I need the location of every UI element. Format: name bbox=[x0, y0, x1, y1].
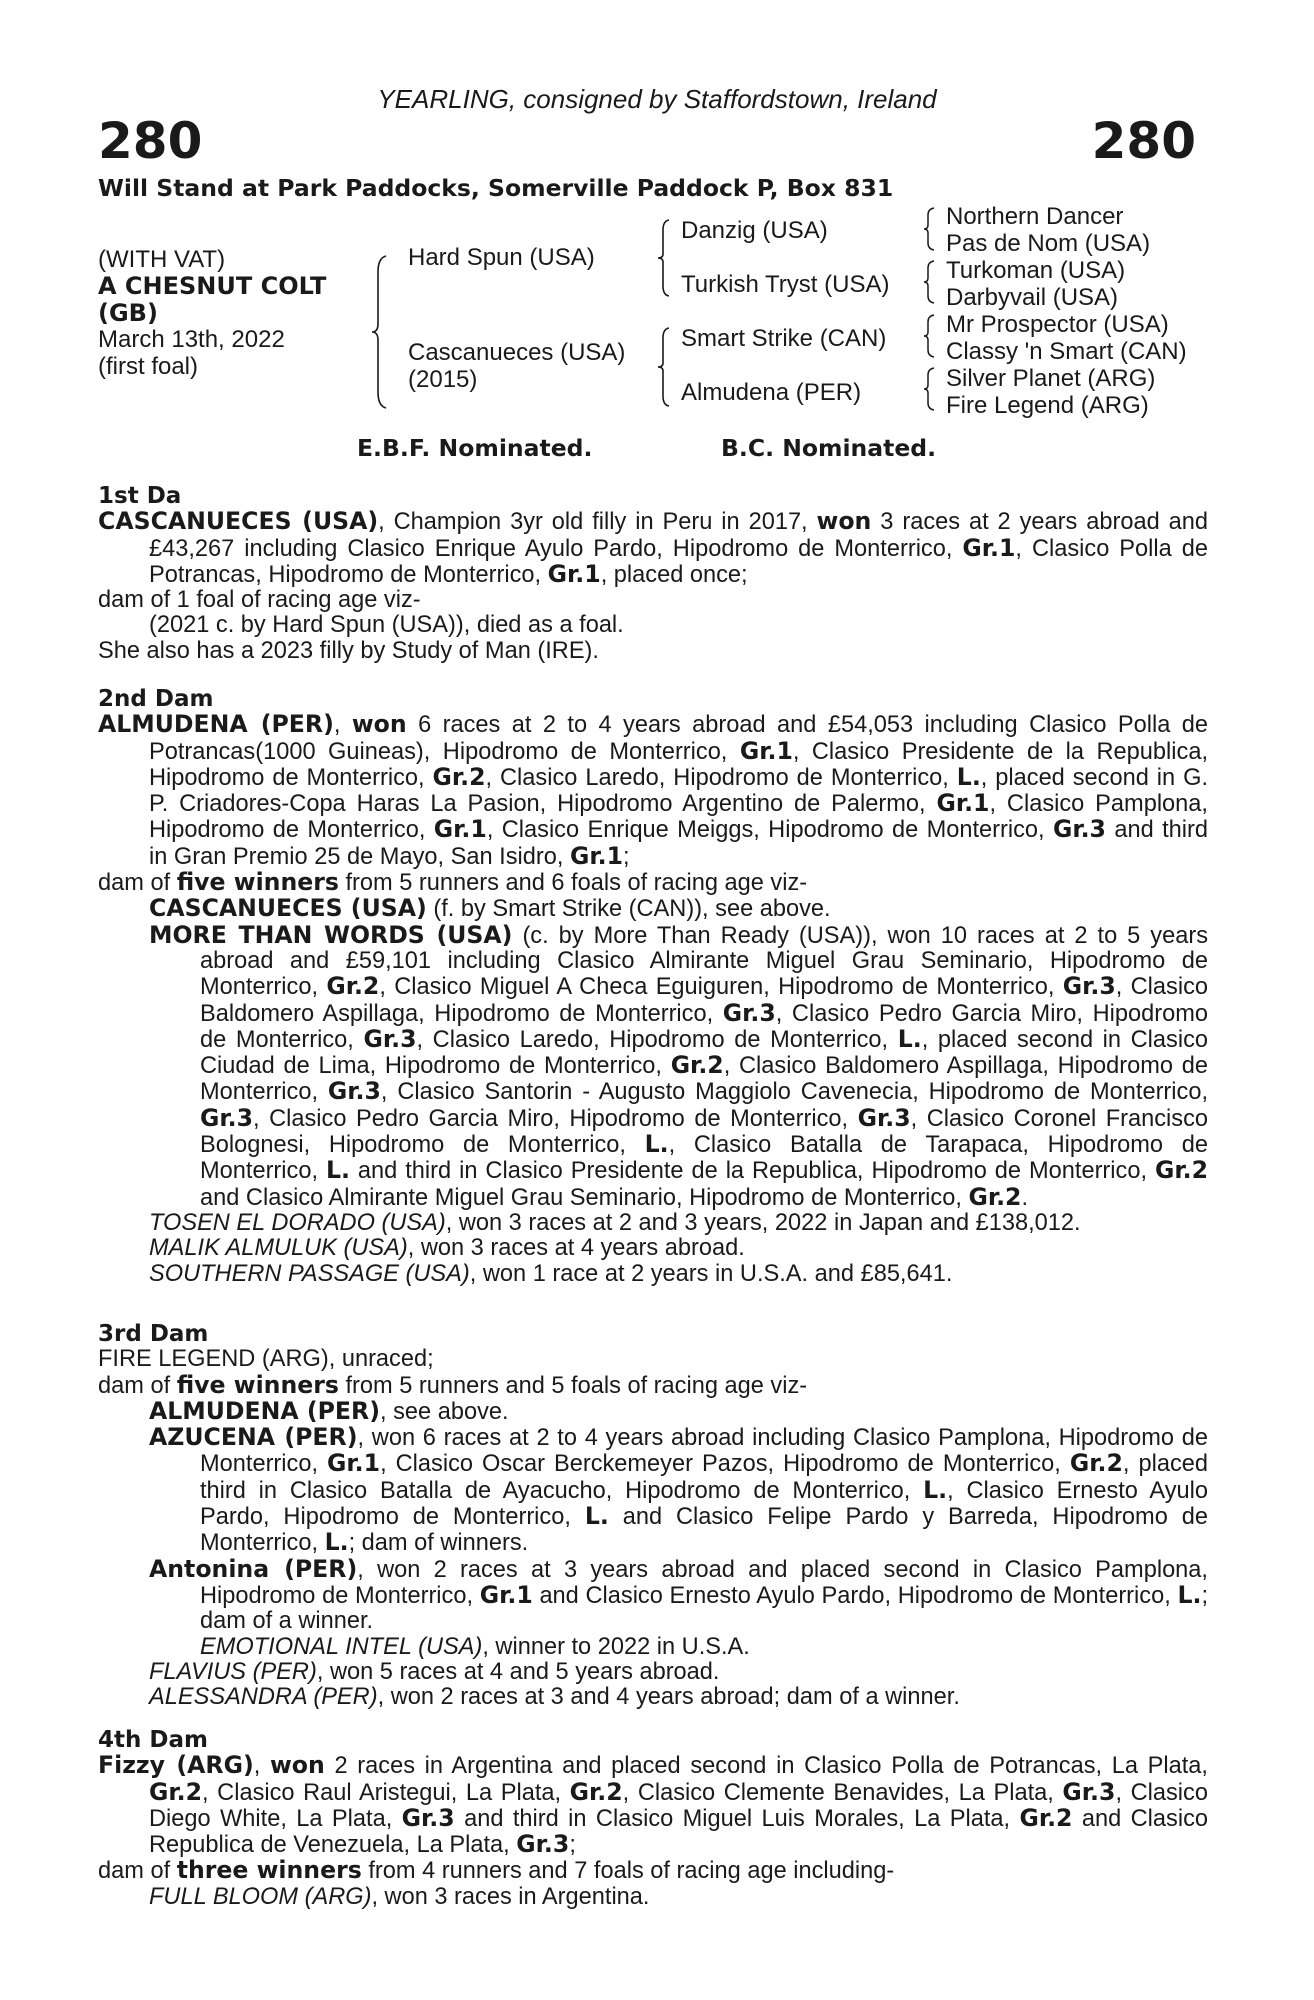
pedigree-dam-year: (2015) bbox=[408, 366, 478, 393]
fourth-dam-produce-summary: dam of three winners from 4 runners and 7 foals of racing age including- bbox=[98, 1856, 895, 1885]
pedigree-dam-sire: Smart Strike (CAN) bbox=[681, 325, 887, 352]
fourth-dam-heading: 4th Dam bbox=[98, 1727, 208, 1753]
second-dam-section bbox=[98, 687, 1208, 1287]
first-dam-heading: 1st Da bbox=[98, 483, 182, 509]
pedigree-sire-dam: Turkish Tryst (USA) bbox=[681, 271, 890, 298]
second-dam-heading: 2nd Dam bbox=[98, 686, 214, 712]
first-dam-section bbox=[98, 484, 1208, 664]
fourth-dam-section bbox=[98, 1728, 1208, 1910]
pedigree-brace-g1 bbox=[922, 206, 936, 252]
fourth-dam-produce-1: FULL BLOOM (ARG), won 3 races in Argentina. bbox=[149, 1883, 650, 1910]
second-dam-produce-5: SOUTHERN PASSAGE (USA), won 1 race at 2 years in U.S.A. and £85,641. bbox=[149, 1260, 953, 1287]
third-dam-produce-1: ALMUDENA (PER), see above. bbox=[149, 1396, 509, 1425]
pedigree-gen3-2: Pas de Nom (USA) bbox=[946, 230, 1151, 257]
pedigree-gen3-5: Mr Prospector (USA) bbox=[946, 311, 1169, 338]
pedigree-gen3-3: Turkoman (USA) bbox=[946, 257, 1126, 284]
fourth-dam-record: Fizzy (ARG), won 2 races in Argentina and placed second in Clasico Polla de Potrancas, La Plata, Gr.2, Clasico Raul Aristegui, La Plata, Gr.2, Clasico Clemente Benavides, La Plata, Gr.3, Clasico Diego White, La Plata, Gr.3 and third in Clasico Miguel Luis Morales, La Plata, Gr.2 and Clasico Republica de Venezuela, La Plata, Gr.3; bbox=[98, 1751, 1208, 1859]
second-dam-record: ALMUDENA (PER), won 6 races at 2 to 4 years abroad and £54,053 including Clasico Polla de Potrancas(1000 Guineas), Hipodromo de Monterrico, Gr.1, Clasico Presidente de la Republica, Hipodromo de Monterrico, Gr.2, Clasico Laredo, Hipodromo de Monterrico, L., placed second in G. P. Criadores-Copa Haras La Pasion, Hipodromo Argentino de Palermo, Gr.1, Clasico Pamplona, Hipodromo de Monterrico, Gr.1, Clasico Enrique Meiggs, Hipodromo de Monterrico, Gr.3 and third in Gran Premio 25 de Mayo, San Isidro, Gr.1; bbox=[98, 710, 1209, 870]
first-dam-name: CASCANUECES (USA) bbox=[98, 507, 379, 536]
pedigree-brace-main bbox=[370, 254, 390, 410]
pedigree-gen3-1: Northern Dancer bbox=[946, 203, 1124, 230]
foaling-date: March 13th, 2022 bbox=[98, 326, 285, 353]
vat-note: (WITH VAT) bbox=[98, 246, 226, 273]
first-foal-note: (first foal) bbox=[98, 353, 199, 380]
pedigree-brace-sire bbox=[656, 218, 672, 298]
third-dam-record: FIRE LEGEND (ARG), unraced; bbox=[98, 1346, 434, 1373]
pedigree-brace-dam bbox=[656, 326, 672, 408]
pedigree-brace-g4 bbox=[922, 366, 936, 412]
second-dam-name: ALMUDENA (PER) bbox=[98, 710, 334, 739]
first-dam-record: CASCANUECES (USA), Champion 3yr old filly in Peru in 2017, won 3 races at 2 years abroad and £43,267 including Clasico Enrique Ayulo Pardo, Hipodromo de Monterrico, Gr.1, Clasico Polla de Potrancas, Hipodromo de Monterrico, Gr.1, placed once; bbox=[98, 507, 1208, 588]
horse-description: A CHESNUT COLT bbox=[98, 272, 327, 300]
third-dam-produce-4: FLAVIUS (PER), won 5 races at 4 and 5 years abroad. bbox=[149, 1658, 720, 1685]
third-dam-produce-3: Antonina (PER), won 2 races at 3 years abroad and placed second in Clasico Pamplona, Hipodromo de Monterrico, Gr.1 and Clasico Ernesto Ayulo Pardo, Hipodromo de Monterrico, L.; dam of a winner. bbox=[149, 1554, 1209, 1635]
consignment-title: YEARLING, consigned by Staffordstown, Ireland bbox=[377, 84, 937, 114]
second-dam-produce-4: MALIK ALMULUK (USA), won 3 races at 4 years abroad. bbox=[149, 1235, 745, 1262]
pedigree-sire: Hard Spun (USA) bbox=[408, 244, 595, 271]
lot-number-left: 280 bbox=[98, 112, 203, 170]
second-dam-produce-summary: dam of five winners from 5 runners and 6 foals of racing age viz- bbox=[98, 868, 808, 897]
first-dam-yearling-note: She also has a 2023 filly by Study of Man (IRE). bbox=[98, 637, 599, 664]
third-dam-section bbox=[98, 1322, 1208, 1710]
pedigree-brace-g2 bbox=[922, 259, 936, 305]
horse-origin: (GB) bbox=[98, 299, 158, 327]
ebf-nomination: E.B.F. Nominated. bbox=[357, 434, 593, 462]
stand-location: Will Stand at Park Paddocks, Somerville Paddock P, Box 831 bbox=[98, 174, 894, 202]
pedigree-dam: Cascanueces (USA) bbox=[408, 339, 626, 366]
second-dam-produce-2: MORE THAN WORDS (USA) (c. by More Than Ready (USA)), won 10 races at 2 to 5 years abroad and £59,101 including Clasico Almirante Miguel Grau Seminario, Hipodromo de Monterrico, Gr.2, Clasico Miguel A Checa Eguiguren, Hipodromo de Monterrico, Gr.3, Clasico Baldomero Aspillaga, Hipodromo de Monterrico, Gr.3, Clasico Pedro Garcia Miro, Hipodromo de Monterrico, Gr.3, Clasico Laredo, Hipodromo de Monterrico, L., placed second in Clasico Ciudad de Lima, Hipodromo de Monterrico, Gr.2, Clasico Baldomero Aspillaga, Hipodromo de Monterrico, Gr.3, Clasico Santorin - Augusto Maggiolo Cavenecia, Hipodromo de Monterrico, Gr.3, Clasico Pedro Garcia Miro, Hipodromo de Monterrico, Gr.3, Clasico Coronel Francisco Bolognesi, Hipodromo de Monterrico, L., Clasico Batalla de Tarapaca, Hipodromo de Monterrico, L. and third in Clasico Presidente de la Republica, Hipodromo de Monterrico, Gr.2 and Clasico Almirante Miguel Grau Seminario, Hipodromo de Monterrico, Gr.2. bbox=[149, 920, 1209, 1211]
first-dam-foal: (2021 c. by Hard Spun (USA)), died as a foal. bbox=[149, 612, 624, 639]
pedigree-dam-dam: Almudena (PER) bbox=[681, 379, 862, 406]
pedigree-sire-sire: Danzig (USA) bbox=[681, 217, 828, 244]
third-dam-produce-2: AZUCENA (PER), won 6 races at 2 to 4 years abroad including Clasico Pamplona, Hipodromo de Monterrico, Gr.1, Clasico Oscar Berckemeyer Pazos, Hipodromo de Monterrico, Gr.2, placed third in Clasico Batalla de Ayacucho, Hipodromo de Monterrico, L., Clasico Ernesto Ayulo Pardo, Hipodromo de Monterrico, L. and Clasico Felipe Pardo y Barreda, Hipodromo de Monterrico, L.; dam of winners. bbox=[149, 1423, 1209, 1557]
bc-nomination: B.C. Nominated. bbox=[721, 434, 937, 462]
third-dam-heading: 3rd Dam bbox=[98, 1321, 209, 1347]
second-dam-produce-3: TOSEN EL DORADO (USA), won 3 races at 2 and 3 years, 2022 in Japan and £138,012. bbox=[149, 1209, 1081, 1236]
third-dam-produce-3-offspring: EMOTIONAL INTEL (USA), winner to 2022 in U.S.A. bbox=[200, 1633, 750, 1660]
pedigree-gen3-8: Fire Legend (ARG) bbox=[946, 392, 1149, 419]
first-dam-produce-summary: dam of 1 foal of racing age viz- bbox=[98, 587, 421, 614]
pedigree-gen3-6: Classy 'n Smart (CAN) bbox=[946, 338, 1187, 365]
pedigree-gen3-4: Darbyvail (USA) bbox=[946, 284, 1119, 311]
third-dam-produce-5: ALESSANDRA (PER), won 2 races at 3 and 4 years abroad; dam of a winner. bbox=[149, 1684, 960, 1711]
third-dam-produce-summary: dam of five winners from 5 runners and 5 foals of racing age viz- bbox=[98, 1370, 808, 1399]
second-dam-produce-1: CASCANUECES (USA) (f. by Smart Strike (CAN)), see above. bbox=[149, 894, 831, 923]
pedigree-gen3-7: Silver Planet (ARG) bbox=[946, 365, 1156, 392]
lot-number-right: 280 bbox=[1091, 112, 1196, 170]
pedigree-brace-g3 bbox=[922, 313, 936, 359]
